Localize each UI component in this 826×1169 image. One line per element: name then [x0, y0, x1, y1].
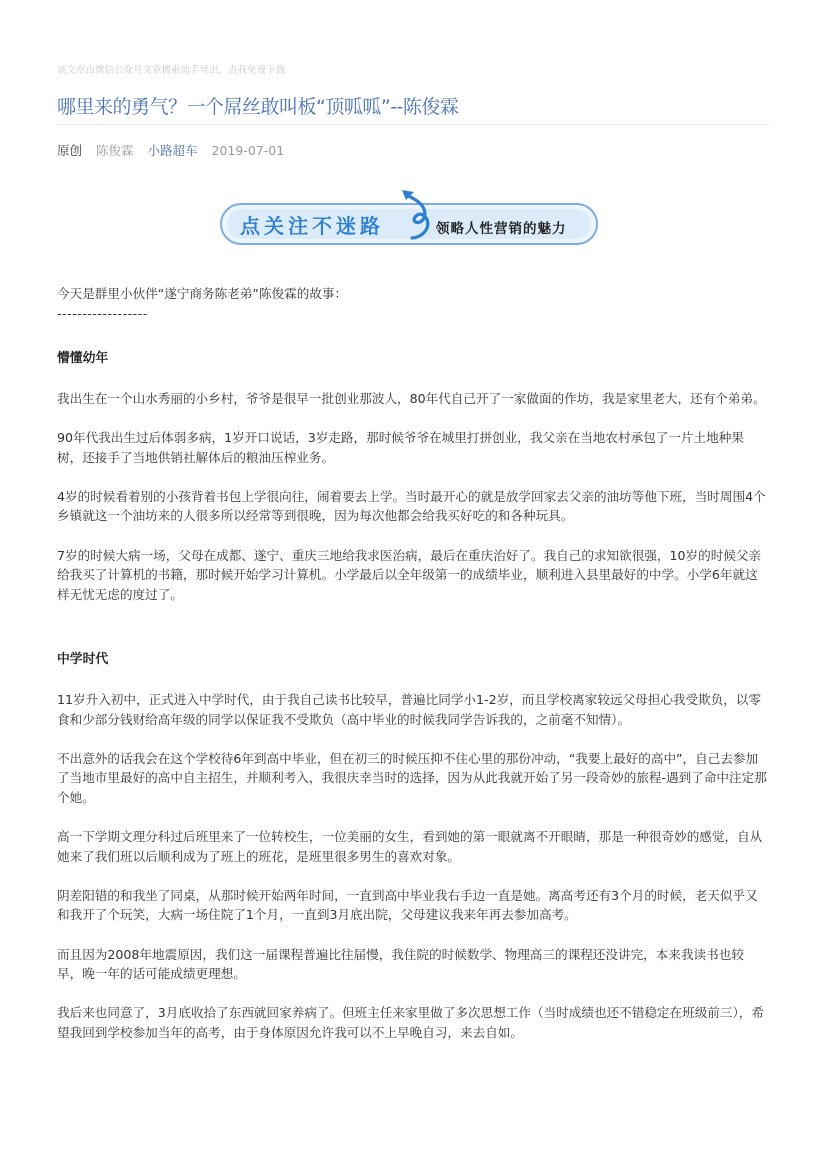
paragraph: 而且因为2008年地震原因，我们这一届课程普遍比往届慢，我住院的时候数学、物理高三的课程还没讲完，本来我读书也较早，晚一年的话可能成绩更理想。	[57, 946, 744, 982]
intro-paragraph: 今天是群里小伙伴“遂宁商务陈老弟”陈俊霖的故事：	[57, 286, 348, 301]
paragraph: 我后来也同意了，3月底收拾了东西就回家养病了。但班主任来家里做了多次思想工作（当时成绩也还不错稳定在班级前三），希望我回到学校参加当年的高考，由于身体原因允许我可以不上早晚自习，来去自如。	[57, 1005, 764, 1040]
article-body	[57, 284, 769, 1043]
article-meta	[57, 141, 294, 159]
section-heading-middle-school: 中学时代	[57, 652, 109, 668]
author-name: 陈俊霖	[96, 143, 134, 158]
follow-banner	[218, 186, 604, 252]
article-title: 哪里来的勇气？一个屌丝敢叫板“顶呱呱”--陈俊霖	[57, 96, 459, 118]
banner-right-text: 领略人性营销的魅力	[436, 221, 567, 237]
title-divider	[57, 124, 769, 125]
separator-line: ------------------	[57, 305, 148, 321]
paragraph: 不出意外的话我会在这个学校待6年到高中毕业，但在初三的时候压抑不住心里的那份冲动，“我要上最好的高中”，自己去参加了当地市里最好的高中自主招生，并顺利考入，我很庆幸当时的选择，因为从此我就开始了另一段奇妙的旅程-遇到了命中注定那个她。	[57, 750, 767, 805]
paragraph: 高一下学期文理分科过后班里来了一位转校生，一位美丽的女生，看到她的第一眼就离不开眼睛，那是一种很奇妙的感觉，自从她来了我们班以后顺利成为了班上的班花，是班里很多男生的喜欢对象。	[57, 829, 763, 864]
banner-left-text: 点关注不迷路	[240, 214, 384, 238]
paragraph: 我出生在一个山水秀丽的小乡村，爷爷是很早一批创业那波人，80年代自己开了一家做面的作坊，我是家里老大，还有个弟弟。	[57, 390, 766, 406]
section-heading-childhood: 懵懂幼年	[57, 351, 109, 367]
paragraph: 4岁的时候看着别的小孩背着书包上学很向往，闹着要去上学。当时最开心的就是放学回家去父亲的油坊等他下班，当时周围4个乡镇就这一个油坊来的人很多所以经常等到很晚，因为每次他都会给我买好吃的和各种玩具。	[57, 488, 766, 524]
original-badge: 原创	[57, 143, 83, 158]
publish-date: 2019-07-01	[211, 143, 285, 158]
paragraph: 11岁升入初中，正式进入中学时代，由于我自己读书比较早，普遍比同学小1-2岁，而且学校离家较远父母担心我受欺负，以零食和少部分钱财给高年级的同学以保证我不受欺负（高中毕业的时候我同学告诉我的，之前毫不知情）。	[57, 691, 762, 727]
account-link[interactable]: 小路超车	[147, 143, 198, 158]
export-note-link[interactable]: 该文章由微信公众号文章搜索助手导出，点我免费下载	[57, 65, 286, 76]
paragraph: 阴差阳错的和我坐了同桌，从那时候开始两年时间，一直到高中毕业我右手边一直是她。离高考还有3个月的时候，老天似乎又和我开了个玩笑，大病一场住院了1个月，一直到3月底出院，父母建议我来年再去参加高考。	[57, 887, 758, 923]
paragraph: 90年代我出生过后体弱多病，1岁开口说话，3岁走路，那时候爷爷在城里打拼创业，我父亲在当地农村承包了一片土地种果树，还接手了当地供销社解体后的粮油压榨业务。	[57, 429, 744, 465]
paragraph: 7岁的时候大病一场，父母在成都、遂宁、重庆三地给我求医治病，最后在重庆治好了。我自己的求知欲很强，10岁的时候父亲给我买了计算机的书籍，那时候开始学习计算机。小学最后以全年级第一的成绩毕业，顺利进入县里最好的中学。小学6年就这样无忧无虑的度过了。	[57, 547, 762, 602]
